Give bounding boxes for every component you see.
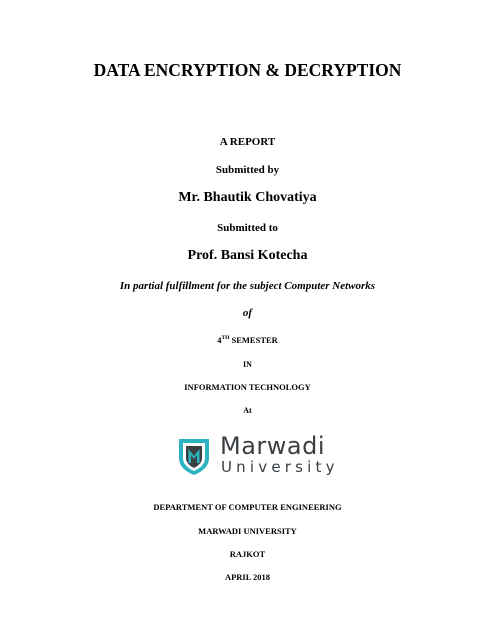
fulfillment-text: In partial fulfillment for the subject Computer Networks <box>119 280 376 292</box>
report-date: APRIL 2018 <box>224 572 271 582</box>
submitted-to-label: Submitted to <box>217 222 278 234</box>
in-text: IN <box>243 360 252 369</box>
semester-line <box>0 335 495 345</box>
of-text: of <box>242 307 253 319</box>
university-logo <box>176 433 340 481</box>
logo-wordmark-line2: University <box>221 458 339 476</box>
city-name: RAJKOT <box>229 549 266 559</box>
semester-word: SEMESTER <box>231 335 278 345</box>
semester-number: 4 <box>217 335 222 345</box>
report-label: A REPORT <box>219 136 276 148</box>
professor-name: Prof. Bansi Kotecha <box>187 248 308 263</box>
branch-name: INFORMATION TECHNOLOGY <box>184 382 311 392</box>
at-text: At <box>243 406 252 415</box>
student-name: Mr. Bhautik Chovatiya <box>178 190 317 205</box>
semester-suffix: TH <box>221 335 230 341</box>
university-name: MARWADI UNIVERSITY <box>198 526 297 536</box>
logo-wordmark-line1: Marwadi <box>220 432 326 460</box>
marwadi-university-shield-icon <box>176 436 212 476</box>
report-title: DATA ENCRYPTION & DECRYPTION <box>93 60 402 80</box>
department-name: DEPARTMENT OF COMPUTER ENGINEERING <box>153 502 342 512</box>
submitted-by-label: Submitted by <box>215 164 280 176</box>
